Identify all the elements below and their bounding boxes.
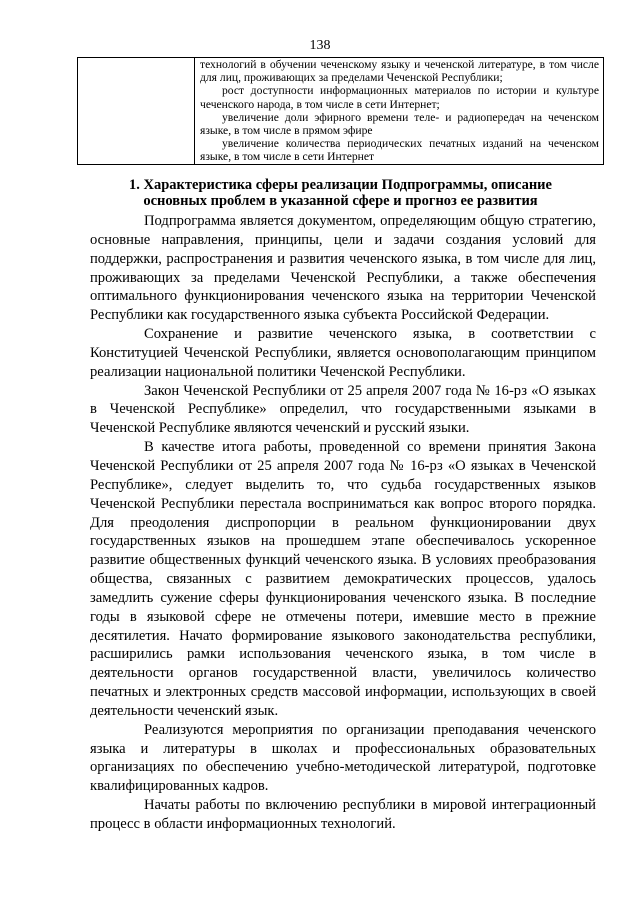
section-heading-line-2: основных проблем в указанной сфере и прогноз ее развития: [143, 193, 538, 209]
body-paragraph: Начаты работы по включению республики в мировой интеграционный процесс в области информационных технологий.: [90, 797, 596, 832]
body-paragraph: В качестве итога работы, проведенной со времени принятия Закона Чеченской Республики от 25 апреля 2007 года № 16-рз «О языках в Чеченской Республике», следует выделить то, что судьба государственных языков Чеченской Республики перестала восприниматься как вопрос второго порядка. Для преодоления диспропорции в реальном функционировании двух государственных языков на прошедшем этапе обеспечивалось ускоренное развитие общественных функций чеченского языка. В условиях преобразования общества, связанных с развитием демократических процессов, удалось замедлить сужение сферы функционирования чеченского языка. В последние годы в языковой сфере не отмечены потери, имевшие место в прежние десятилетия. Начато формирование языкового законодательства республики, расширились рамки использования чеченского языка, в том числе в деятельности органов государственной власти, увеличилось количество печатных и электронных средств массовой информации, использующих в своей деятельности чеченский язык.: [90, 439, 596, 719]
body-paragraph: Реализуются мероприятия по организации преподавания чеченского языка и литературы в школах и профессиональных образовательных организациях по обеспечению учебно-методической литературой, подготовке квалифицированных кадров.: [90, 721, 596, 795]
table-results-cell: [200, 58, 599, 164]
table-cell-paragraph: рост доступности информационных материалов по истории и культуре чеченского народа, в том числе в сети Интернет;: [200, 84, 599, 111]
table-cell-paragraph: технологий в обучении чеченскому языку и чеченской литературе, в том числе для лиц, проживающих за пределами Чеченской Республики;: [200, 58, 599, 85]
section-heading-line-1: 1. Характеристика сферы реализации Подпрограммы, описание: [129, 177, 552, 193]
body-text: [90, 212, 596, 834]
objectives-table: [77, 57, 604, 165]
table-column-divider: [194, 58, 195, 164]
section-heading: [77, 177, 604, 209]
page-number: 138: [309, 38, 331, 53]
body-paragraph: Сохранение и развитие чеченского языка, в соответствии с Конституцией Чеченской Республики, является основополагающим принципом реализации национальной политики Чеченской Республики.: [90, 326, 596, 380]
body-paragraph: Подпрограмма является документом, определяющим общую стратегию, основные направления, принципы, цели и задачи создания условий для поддержки, распространения и развития чеченского языка, в том числе для лиц, проживающих за пределами Чеченской Республики, а также обеспечения оптимального функционирования чеченского языка на территории Чеченской Республики как государственного языка субъекта Российской Федерации.: [90, 213, 596, 324]
table-cell-paragraph: увеличение количества периодических печатных изданий на чеченском языке, в том числе в сети Интернет: [200, 137, 599, 164]
table-cell-paragraph: увеличение доли эфирного времени теле- и радиопередач на чеченском языке, в том числе в прямом эфире: [200, 110, 599, 138]
body-paragraph: Закон Чеченской Республики от 25 апреля 2007 года № 16-рз «О языках в Чеченской Республике» определил, что государственными языками в Чеченской Республике являются чеченский и русский языки.: [90, 382, 596, 437]
